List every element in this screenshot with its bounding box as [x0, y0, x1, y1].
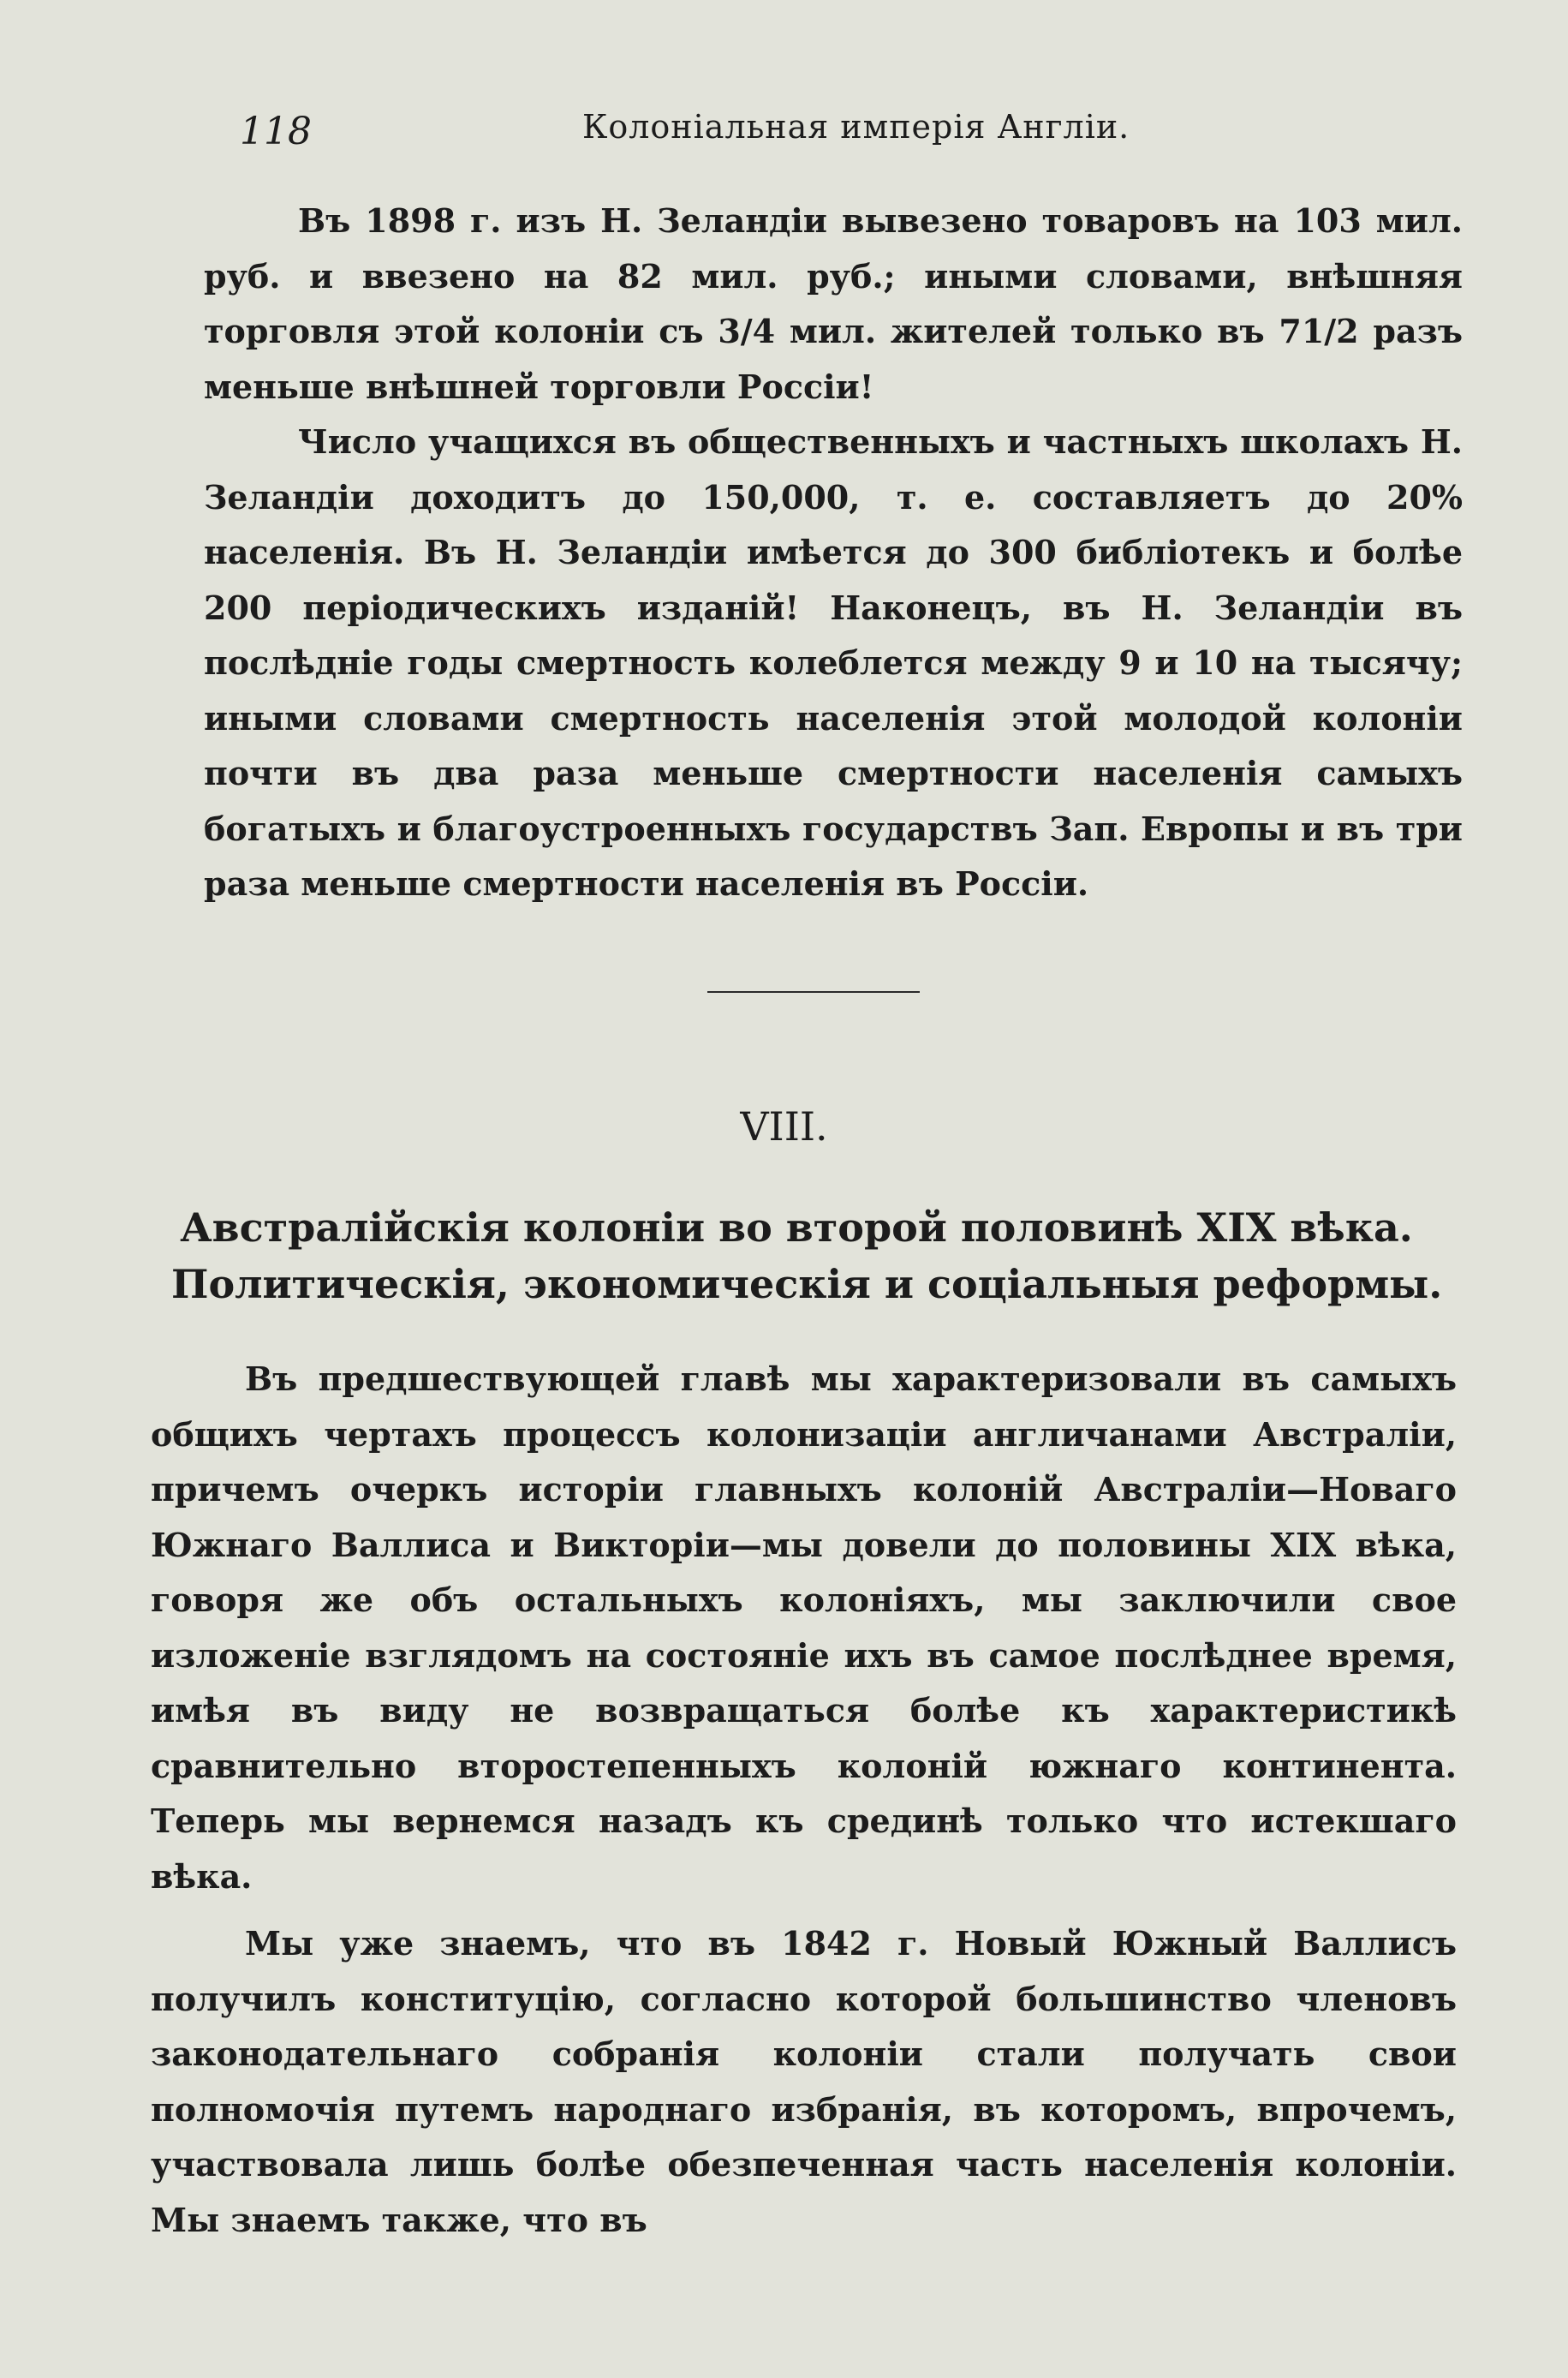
chapter-number: VIII. [740, 1103, 828, 1150]
paragraph: Въ предшествующей главѣ мы характеризовали въ самыхъ общихъ чертахъ процессъ колонизаціи англичанами Австраліи, причемъ очеркъ исторіи главныхъ колоній Австраліи—Новаго Южнаго Валлиса и Викторіи—мы довели до половины XIX вѣка, говоря же объ остальныхъ колоніяхъ, мы заключили свое изложеніе взглядомъ на состояніе ихъ въ самое послѣднее время, имѣя въ виду не возвращаться болѣе къ характеристикѣ сравнительно второстепенныхъ колоній южнаго континента. Теперь мы вернемся назадъ къ срединѣ только что истекшаго вѣка. [151, 1359, 1457, 1896]
running-title: Колоніальная имперія Англіи. [582, 108, 1130, 146]
chapter-title-line: Политическія, экономическія и соціальныя реформы. [171, 1261, 1443, 1307]
section-1-text [204, 194, 1463, 912]
section-2-text [151, 1352, 1457, 2248]
paragraph: Мы уже знаемъ, что въ 1842 г. Новый Южный Валлисъ получилъ конституцію, согласно которой большинство членовъ законодательнаго собранія колоніи стали получать свои полномочія путемъ народнаго избранія, въ которомъ, впрочемъ, участвовала лишь болѣе обезпеченная часть населенія колоніи. Мы знаемъ также, что въ [151, 1924, 1457, 2239]
chapter-title-line: Австралійскія колоніи во второй половинѣ XIX вѣка. [180, 1204, 1413, 1251]
section-divider [707, 991, 920, 993]
paragraph: Число учащихся въ общественныхъ и частныхъ школахъ Н. Зеландіи доходитъ до 150,000, т. е. составляетъ до 20% населенія. Въ Н. Зеландіи имѣется до 300 библіотекъ и болѣе 200 періодическихъ изданій! Наконецъ, въ Н. Зеландіи въ послѣдніе годы смертность колеблется между 9 и 10 на тысячу; иными словами смертность населенія этой молодой колоніи почти въ два раза меньше смертности населенія самыхъ богатыхъ и благоустроенныхъ государствъ Зап. Европы и въ три раза меньше смертности населенія въ Россіи. [204, 422, 1463, 903]
page-number: 118 [240, 110, 312, 153]
chapter-title [171, 1199, 1443, 1312]
paragraph: Въ 1898 г. изъ Н. Зеландіи вывезено товаровъ на 103 мил. руб. и ввезено на 82 мил. руб.; иными словами, внѣшняя торговля этой колоніи съ 3/4 мил. жителей только въ 71/2 разъ меньше внѣшней торговли Россіи! [204, 201, 1463, 406]
page-header [240, 101, 1473, 161]
